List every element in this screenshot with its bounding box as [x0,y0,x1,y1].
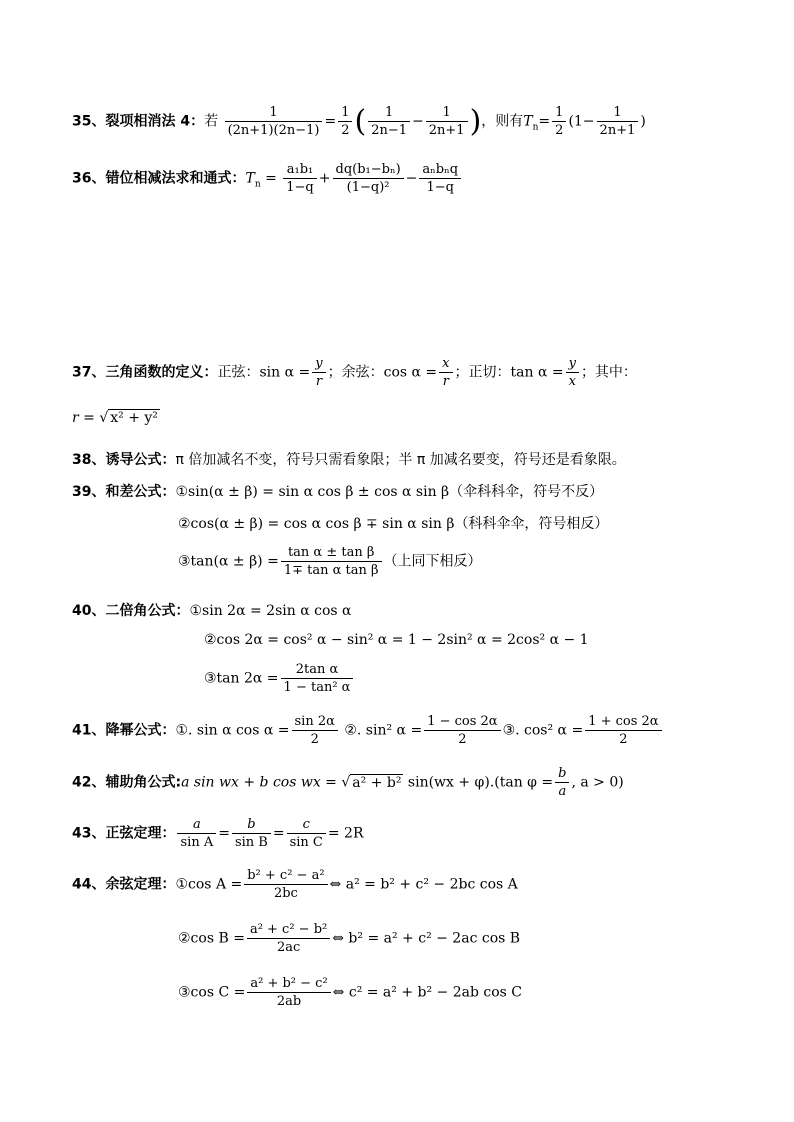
fraction [177,817,216,850]
expr: ③tan 2α = [204,670,279,687]
formula-44-3 [178,976,522,1009]
numerator: a² + b² − c² [247,976,330,993]
note: （科科伞伞，符号相反） [454,516,609,532]
fraction [292,714,338,747]
equals: = [538,113,551,130]
expr: ③tan(α ± β) = [178,553,279,570]
plus: + [318,170,331,187]
formula-40-1 [72,600,351,620]
expr: ②cos(α ± β) = cos α cos β ∓ sin α sin β [178,516,455,532]
formula-40-3 [204,662,355,695]
denominator: r [315,374,323,389]
symbol-t: T [245,170,255,187]
formula-39-3 [178,545,482,578]
numerator: b² + c² − a² [244,868,327,885]
numerator: y [566,356,579,373]
numerator: 1 − cos 2α [424,714,500,731]
fraction [244,868,327,901]
expr: ⇔ b² = a² + c² − 2ac cos B [332,930,521,947]
equals: = [272,825,285,842]
denominator: 2n−1 [371,123,408,138]
close-paren: ) [640,113,646,130]
formula-44-1 [72,868,518,901]
sqrt-icon: √ [341,774,351,791]
expr: ②. sin² α = [344,722,423,739]
numerator: tan α ± tan β [281,545,382,562]
denominator: a [558,784,567,799]
numerator: c [287,817,326,834]
radicand: x² + y² [110,410,158,426]
fraction [424,714,500,747]
denominator: 2 [555,123,564,138]
expr: ②cos 2α = cos² α − sin² α = 1 − 2sin² α = 2cos² α − 1 [204,632,589,648]
fraction [552,105,566,138]
fraction [247,976,330,1009]
denominator: 2 [619,732,628,747]
formula-39-1 [72,481,603,501]
fraction [312,356,325,389]
item-label-36: 36、错位相减法求和通式： [72,170,246,187]
expr: ①sin 2α = 2sin α cos α [189,603,352,619]
expr: = 2R [327,825,364,842]
denominator: 2ab [276,994,302,1009]
text-cosine: ；余弦： [327,364,384,381]
item-label-37: 37、三角函数的定义： [72,364,218,381]
formula-36 [72,162,463,195]
fraction [419,162,461,195]
denominator: r [442,374,449,389]
expr: ②cos B = [178,930,245,947]
denominator: 2 [458,732,467,747]
expr: sin(wx + φ).(tan φ = [407,774,554,791]
item-label-43: 43、正弦定理： [72,825,176,842]
item-label-41: 41、降幂公式： [72,722,176,739]
expr: , a > 0) [571,774,624,791]
text-rule: π 倍加减名不变，符号只需看象限；半 π 加减名要变，符号还是看象限。 [175,452,626,468]
denominator: sin A [180,835,214,850]
expr: ①sin(α ± β) = sin α cos β ± cos α sin β [175,484,450,500]
denominator: (1−q)² [346,180,390,195]
item-label-35: 35、裂项相消法 4： [72,113,205,130]
denominator: 2 [310,732,319,747]
denominator: 1 − tan² α [283,680,351,695]
numerator: y [312,356,325,373]
item-label-40: 40、二倍角公式： [72,603,190,619]
numerator: 2tan α [281,662,354,679]
denominator: 2bc [273,886,298,901]
note: （上同下相反） [383,553,482,570]
denominator: 2 [341,123,350,138]
denominator: sin B [234,835,268,850]
radicand: a² + b² [352,774,402,791]
numerator: a₁b₁ [283,162,317,179]
fraction [426,105,468,138]
expr: ③. cos² α = [502,722,584,739]
text-tangent: ；正切： [454,364,511,381]
text-where: ；其中： [580,364,637,381]
formula-37 [72,356,637,389]
denominator: 2n+1 [428,123,465,138]
denominator: x [568,374,576,389]
numerator: 1 [225,105,323,122]
numerator: dq(b₁−bₙ) [333,162,404,179]
fraction [555,766,569,799]
numerator: 1 [368,105,410,122]
item-label-42: 42、辅助角公式: [72,774,182,791]
equals: = [265,170,277,187]
note: （伞科科伞，符号不反） [449,484,604,500]
numerator: 1 [552,105,566,122]
fraction [338,105,352,138]
expr: ①cos A = [175,876,243,893]
formula-43 [72,817,364,850]
numerator: x [439,356,452,373]
fraction [585,714,661,747]
equals: = [324,113,337,130]
numerator: 1 [597,105,639,122]
formula-38 [72,449,626,469]
left-paren: ( [354,104,367,139]
formula-41 [72,714,664,747]
numerator: aₙbₙq [419,162,461,179]
numerator: a [177,817,216,834]
expr: a sin wx + b cos wx = [181,774,337,791]
denominator: (2n+1)(2n−1) [227,123,320,138]
fraction [287,817,326,850]
text-if: 若 [204,113,219,130]
numerator: 1 [426,105,468,122]
subscript: n [532,122,539,133]
formula-42 [72,766,624,799]
item-label-39: 39、和差公式： [72,484,176,500]
fraction [333,162,404,195]
formula-35 [72,104,646,139]
fraction [281,545,382,578]
denominator: 1−q [286,180,314,195]
fraction [281,662,354,695]
right-paren: ) [469,104,482,139]
equals: = [218,825,230,842]
formula-39-2 [178,513,608,533]
fraction [597,105,639,138]
expr: (1− [568,113,595,130]
numerator: a² + c² − b² [247,922,330,939]
numerator: b [555,766,569,783]
formula-40-2 [204,632,589,648]
numerator: sin 2α [292,714,338,731]
denominator: 1−q [426,180,454,195]
sqrt-icon: √ [99,410,109,426]
minus: − [412,113,424,130]
fraction [566,356,579,389]
expr: r = [72,410,95,426]
denominator: 2ac [276,940,301,955]
fraction [439,356,452,389]
expr: tan α = [510,364,564,381]
subscript: n [254,179,261,190]
fraction [225,105,323,138]
denominator: sin C [289,835,323,850]
item-label-44: 44、余弦定理： [72,876,176,893]
fraction [247,922,330,955]
denominator: 1∓ tan α tan β [283,563,379,578]
numerator: b [232,817,271,834]
denominator: 2n+1 [599,123,636,138]
expr: ③cos C = [178,984,246,1001]
formula-44-2 [178,922,520,955]
numerator: 1 [338,105,352,122]
item-label-38: 38、诱导公式： [72,452,176,468]
expr: ⇔ a² = b² + c² − 2bc cos A [329,876,518,893]
text-sine: 正弦： [217,364,260,381]
expr: sin α = [259,364,311,381]
fraction [232,817,271,850]
expr: ⇔ c² = a² + b² − 2ab cos C [332,984,523,1001]
fraction [283,162,317,195]
formula-37-radius [72,410,160,426]
fraction [368,105,410,138]
expr: cos α = [383,364,438,381]
expr: ①. sin α cos α = [175,722,290,739]
minus: − [405,170,418,187]
text-then: ，则有 [481,113,524,130]
symbol-t: T [523,113,533,130]
numerator: 1 + cos 2α [585,714,661,731]
